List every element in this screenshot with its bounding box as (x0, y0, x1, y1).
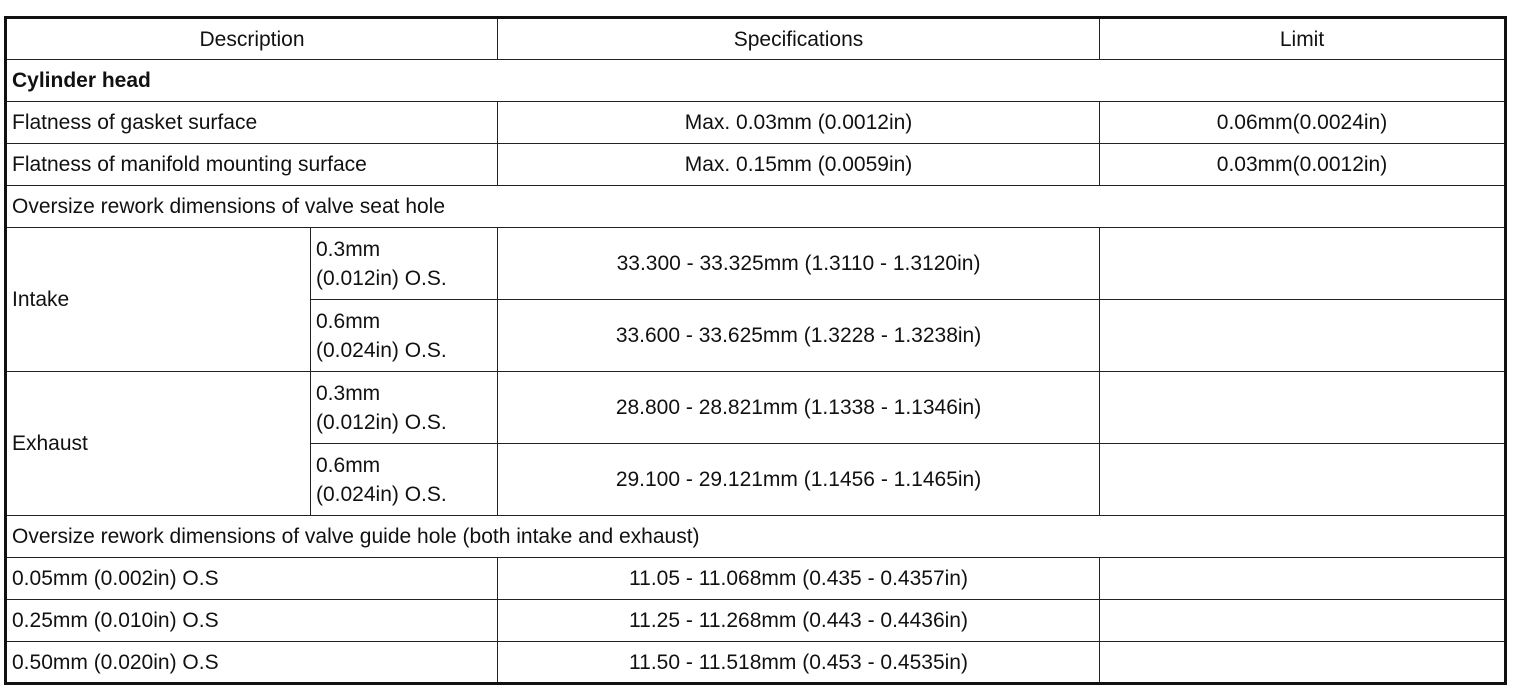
oversize-cell (311, 444, 498, 516)
oversize-line1: 0.3mm (316, 381, 381, 405)
spec-cell: 33.300 - 33.325mm (1.3110 - 1.3120in) (498, 228, 1100, 300)
section-row-valve-seat (6, 186, 1506, 228)
table-row (6, 372, 1506, 444)
spec-cell: 33.600 - 33.625mm (1.3228 - 1.3238in) (498, 300, 1100, 372)
limit-cell (1100, 228, 1506, 300)
table-row (6, 102, 1506, 144)
header-limit: Limit (1100, 18, 1506, 60)
group-label-intake: Intake (6, 228, 311, 372)
section-title-valve-seat: Oversize rework dimensions of valve seat hole (6, 186, 1506, 228)
specifications-table (4, 16, 1507, 685)
oversize-cell (311, 372, 498, 444)
oversize-line1: 0.6mm (316, 309, 381, 333)
row-limit-manifold: 0.03mm(0.0012in) (1100, 144, 1506, 186)
table-row (6, 144, 1506, 186)
section-row-cylinder-head (6, 60, 1506, 102)
row-spec-manifold: Max. 0.15mm (0.0059in) (498, 144, 1100, 186)
spec-cell: 11.50 - 11.518mm (0.453 - 0.4535in) (498, 642, 1100, 684)
header-row (6, 18, 1506, 60)
section-title-cylinder-head: Cylinder head (6, 60, 1506, 102)
oversize-cell (311, 228, 498, 300)
limit-cell (1100, 558, 1506, 600)
spec-cell: 11.25 - 11.268mm (0.443 - 0.4436in) (498, 600, 1100, 642)
limit-cell (1100, 444, 1506, 516)
header-description: Description (6, 18, 498, 60)
limit-cell (1100, 300, 1506, 372)
guide-label-cell: 0.25mm (0.010in) O.S (6, 600, 498, 642)
oversize-line1: 0.6mm (316, 453, 381, 477)
table-row (6, 228, 1506, 300)
oversize-cell (311, 300, 498, 372)
row-limit-gasket: 0.06mm(0.0024in) (1100, 102, 1506, 144)
row-label-manifold: Flatness of manifold mounting surface (6, 144, 498, 186)
header-specifications: Specifications (498, 18, 1100, 60)
limit-cell (1100, 372, 1506, 444)
table-row (6, 642, 1506, 684)
row-label-gasket: Flatness of gasket surface (6, 102, 498, 144)
group-label-exhaust: Exhaust (6, 372, 311, 516)
spec-cell: 28.800 - 28.821mm (1.1338 - 1.1346in) (498, 372, 1100, 444)
limit-cell (1100, 642, 1506, 684)
oversize-line2: (0.024in) O.S. (316, 338, 447, 362)
section-title-valve-guide: Oversize rework dimensions of valve guide hole (both intake and exhaust) (6, 516, 1506, 558)
guide-label-cell: 0.05mm (0.002in) O.S (6, 558, 498, 600)
section-row-valve-guide (6, 516, 1506, 558)
table-row (6, 600, 1506, 642)
guide-label-cell: 0.50mm (0.020in) O.S (6, 642, 498, 684)
limit-cell (1100, 600, 1506, 642)
row-spec-gasket: Max. 0.03mm (0.0012in) (498, 102, 1100, 144)
spec-cell: 11.05 - 11.068mm (0.435 - 0.4357in) (498, 558, 1100, 600)
spec-cell: 29.100 - 29.121mm (1.1456 - 1.1465in) (498, 444, 1100, 516)
oversize-line1: 0.3mm (316, 237, 381, 261)
table-row (6, 558, 1506, 600)
oversize-line2: (0.024in) O.S. (316, 482, 447, 506)
oversize-line2: (0.012in) O.S. (316, 410, 447, 434)
oversize-line2: (0.012in) O.S. (316, 266, 447, 290)
